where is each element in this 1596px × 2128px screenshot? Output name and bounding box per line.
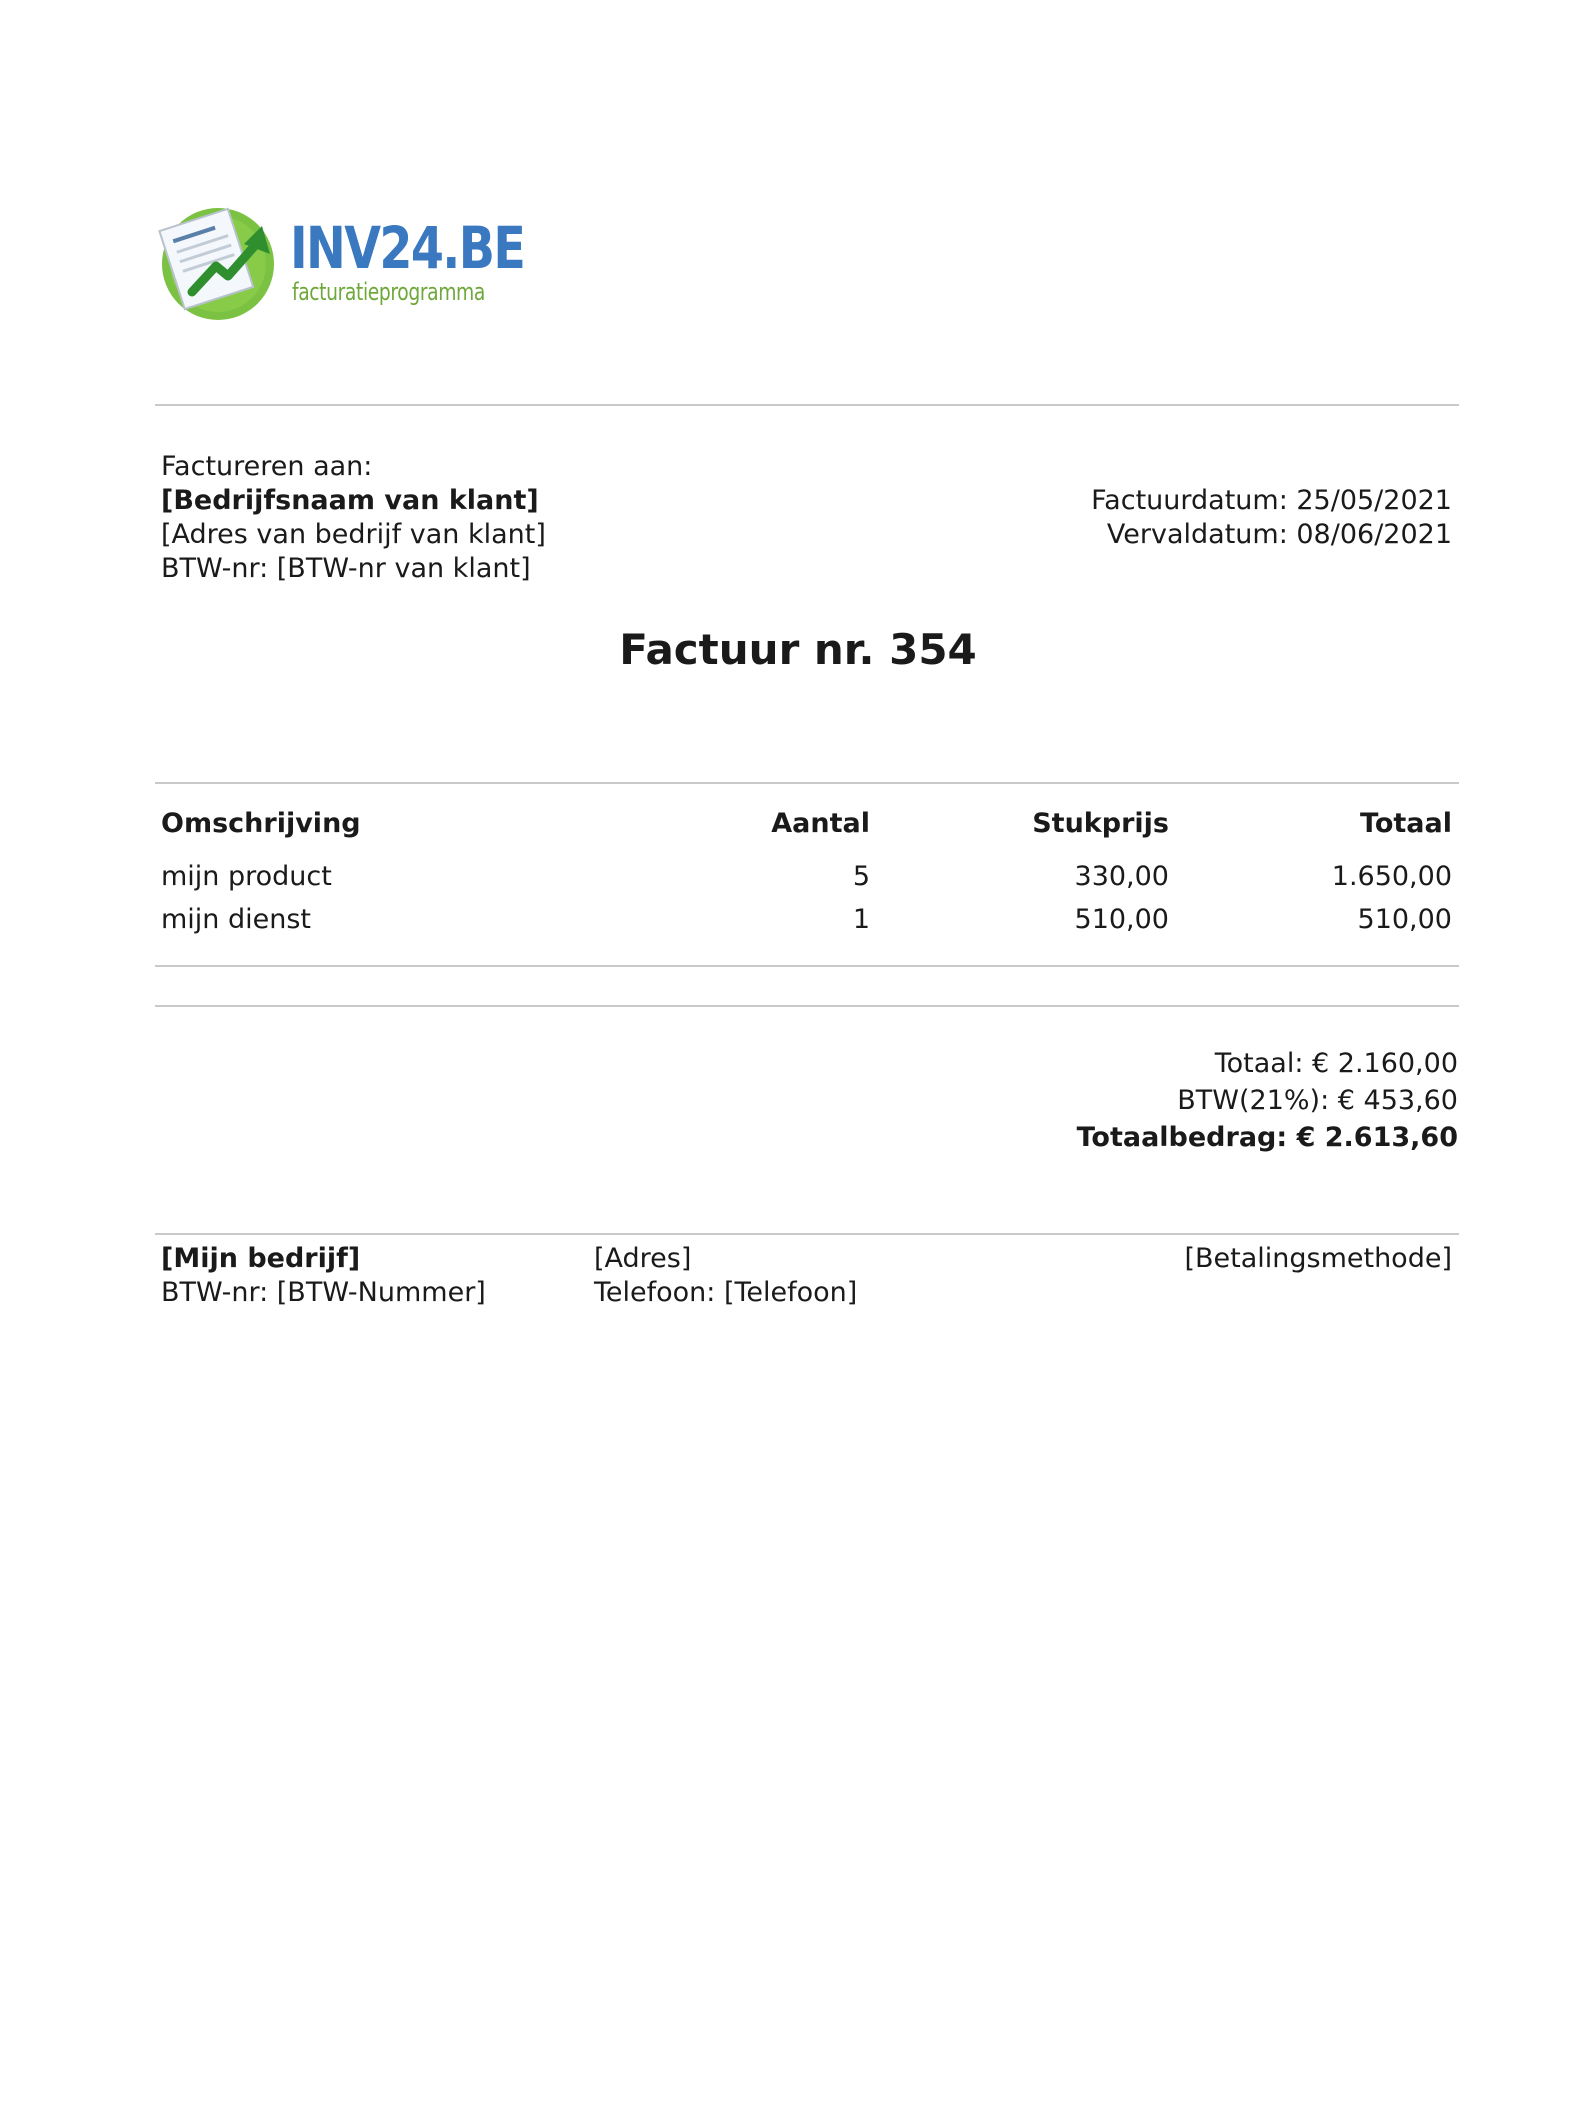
footer-divider: [155, 1233, 1459, 1235]
client-vat: BTW-nr: [BTW-nr van klant]: [161, 553, 531, 584]
column-header-total: Totaal: [1360, 808, 1452, 839]
subtotal: Totaal: € 2.160,00: [1214, 1048, 1458, 1079]
row-unit-price: 330,00: [1074, 861, 1169, 892]
footer-address: [Adres]: [594, 1243, 692, 1274]
footer-company-vat: BTW-nr: [BTW-Nummer]: [161, 1277, 486, 1308]
invoice-date: Factuurdatum: 25/05/2021: [1091, 485, 1452, 516]
row-description: mijn dienst: [161, 904, 312, 935]
vat-amount: BTW(21%): € 453,60: [1177, 1085, 1458, 1116]
row-unit-price: 510,00: [1074, 904, 1169, 935]
logo-emblem-icon: [158, 196, 288, 322]
row-quantity: 1: [852, 904, 870, 935]
footer-company-name: [Mijn bedrijf]: [161, 1243, 361, 1274]
due-date: Vervaldatum: 08/06/2021: [1106, 519, 1452, 550]
grand-total: Totaalbedrag: € 2.613,60: [1076, 1122, 1458, 1153]
row-total: 510,00: [1357, 904, 1452, 935]
row-quantity: 5: [852, 861, 870, 892]
client-name: [Bedrijfsnaam van klant]: [161, 485, 539, 516]
logo-tagline: facturatieprogramma: [292, 278, 485, 306]
summary-divider: [155, 1005, 1459, 1007]
client-address: [Adres van bedrijf van klant]: [161, 519, 546, 550]
column-header-quantity: Aantal: [771, 808, 870, 839]
table-top-divider: [155, 782, 1459, 784]
header-divider: [155, 404, 1459, 406]
footer-phone: Telefoon: [Telefoon]: [594, 1277, 858, 1308]
billing-heading: Factureren aan:: [161, 451, 373, 482]
column-header-unit-price: Stukprijs: [1032, 808, 1169, 839]
column-header-description: Omschrijving: [161, 808, 361, 839]
logo-wordmark: INV24.BE: [290, 214, 525, 282]
footer-payment-method: [Betalingsmethode]: [1184, 1243, 1452, 1274]
row-total: 1.650,00: [1331, 861, 1452, 892]
invoice-title: Factuur nr. 354: [619, 625, 977, 674]
row-description: mijn product: [161, 861, 332, 892]
company-logo: [158, 196, 525, 322]
table-bottom-divider: [155, 965, 1459, 967]
